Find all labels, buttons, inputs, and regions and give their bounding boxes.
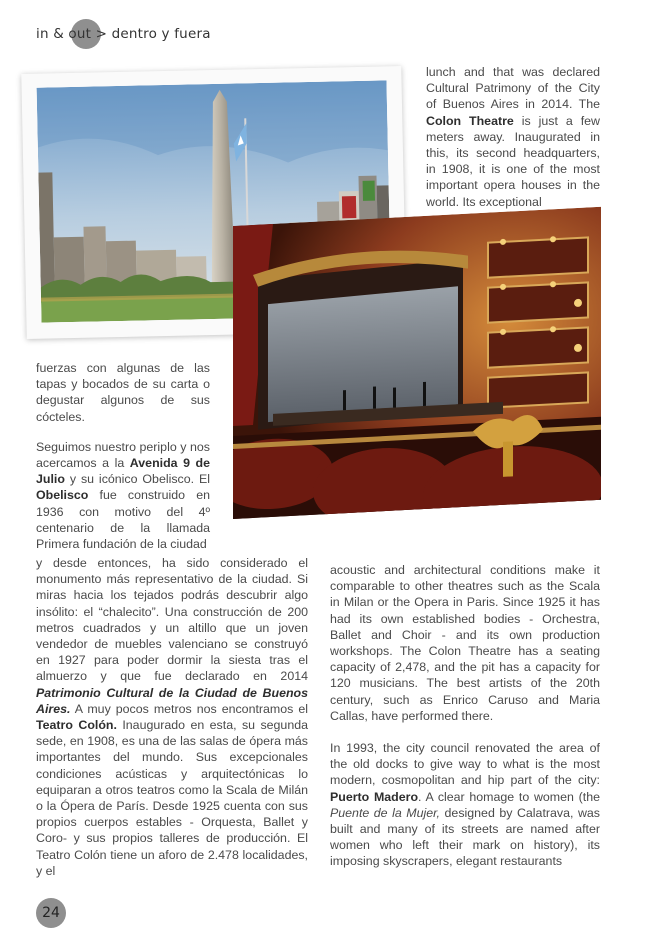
bold-italic-term: Patrimonio Cultural de la Ciudad de Buenos Aires. bbox=[36, 685, 308, 716]
italic-term: Puente de la Mujer, bbox=[330, 805, 441, 820]
right-column-bottom bbox=[330, 562, 600, 870]
bold-term: Obelisco bbox=[36, 488, 89, 503]
paragraph: y desde entonces, ha sido considerado el monumento más representativo de la ciudad. Si miras hacia los tejados podrás descubrir algo insólito: el “chalecito”. Una construcción de 200 metros cuadrados y un altillo que un joven vendedor de muebles valenciano se construyó en 1927 para poder dormir la siesta tras el almuerzo y que fue declarado en 2014 Patrimonio Cultural de la Ciudad de Buenos Aires. A muy pocos metros nos encontramos el Teatro Colón. Inaugurado en esta, su segunda sede, en 1908, es una de las salas de ópera más importantes del mundo. Sus excepcionales condiciones acústicas y arquitectónicas lo equiparan a otros teatros como la Scala de Milán o la Ópera de París. Desde 1925 cuenta con sus propios cuerpos estables - Orquesta, Ballet y Coro- y sus propios talleres de producción. El Teatro Colón tiene un aforo de 2.478 localidades, y el bbox=[36, 556, 309, 878]
paragraph: fuerzas con algunas de las tapas y bocados de su carta o degustar algunos de sus cócteles. bbox=[36, 361, 210, 424]
page-number: 24 bbox=[36, 898, 66, 928]
section-header bbox=[36, 22, 211, 46]
paragraph: In 1993, the city council renovated the area of the old docks to give way to what is the most modern, cosmopolitan and hip part of the city: Puerto Madero. A clear homage to women (the Puente de la Mujer, designed by Calatrava, was built and many of its streets are named after women who left their mark on history), its imposing skyscrapers, elegant restaurants bbox=[330, 741, 600, 869]
bold-term: Puerto Madero bbox=[330, 789, 419, 804]
theatre-photo bbox=[233, 207, 601, 519]
bold-term: Avenida 9 de Julio bbox=[36, 456, 210, 487]
paragraph: lunch and that was declared Cultural Patrimony of the City of Buenos Aires in 2014. The Colon Theatre is just a few meters away. Inaugurated in this, its second headquarters, in 1908, it is one of the most important opera houses in the world. Its exceptional bbox=[426, 65, 600, 209]
left-column-narrow bbox=[36, 360, 210, 552]
paragraph: Seguimos nuestro periplo y nos acercamos a la Avenida 9 de Julio y su icónico Obelisco. El Obelisco fue construido en 1936 con motivo del 4º centenario de la llamada Primera fundación de la ciudad bbox=[36, 439, 210, 552]
bold-term: Teatro Colón. bbox=[36, 718, 117, 733]
right-column-top bbox=[426, 64, 600, 210]
left-column-wide bbox=[36, 555, 308, 879]
paragraph: acoustic and architectural conditions make it comparable to other theatres such as the Scala in Milan or the Opera in Paris. Since 1925 it has had its own established bodies - Orchestra, Ballet and Choir - and its own production workshops. The Colon Theatre has a seating capacity of 2,478, and the pit has a capacity for 120 musicians. The best artists of the 20th century, such as Enrico Caruso and Maria Callas, have performed there. bbox=[330, 563, 600, 723]
section-title: in & out > dentro y fuera bbox=[36, 26, 211, 42]
bold-term: Colon Theatre bbox=[426, 113, 514, 128]
